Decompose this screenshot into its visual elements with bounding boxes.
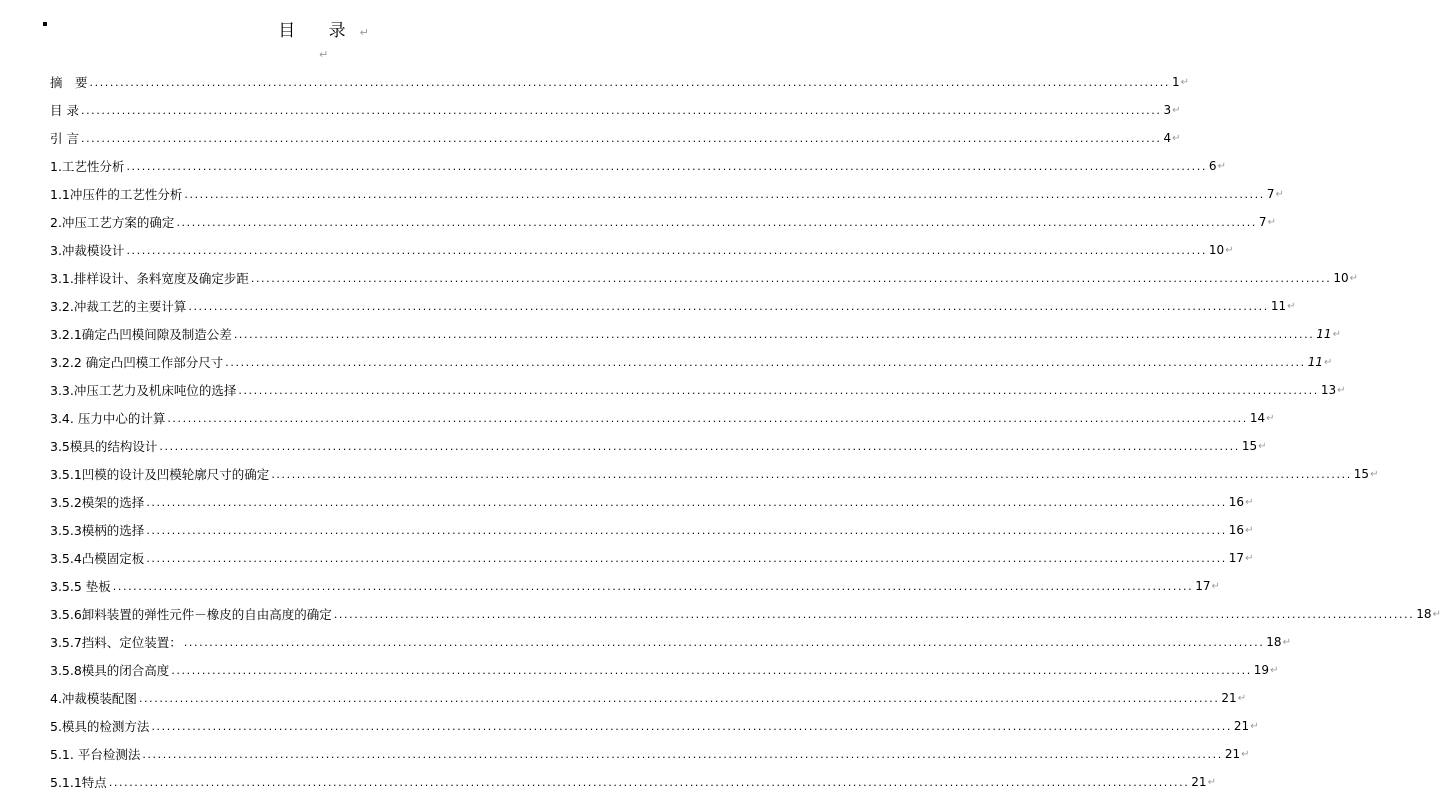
paragraph-mark-icon: ↵ <box>1287 300 1296 312</box>
toc-entry-title: 3.2.冲裁工艺的主要计算 <box>50 299 187 314</box>
toc-entry[interactable] <box>50 96 1181 124</box>
toc-dot-leader: .................................................................................................................................................................................................................... <box>159 439 1240 453</box>
toc-entry-title: 3.1.排样设计、条料宽度及确定步距 <box>50 271 249 286</box>
toc-dot-leader: .................................................................................................................................................................................................................... <box>183 635 1265 649</box>
toc-entry[interactable] <box>50 404 1275 432</box>
toc-entry-title: 3.5.6卸料装置的弹性元件－橡皮的自由高度的确定 <box>50 607 332 622</box>
paragraph-mark-icon: ↵ <box>1211 580 1220 592</box>
paragraph-mark-icon: ↵ <box>1180 76 1190 88</box>
paragraph-mark-icon: ↵ <box>1225 244 1234 256</box>
toc-dot-leader: .................................................................................................................................................................................................................... <box>112 579 1194 593</box>
toc-entry[interactable] <box>50 572 1220 600</box>
table-of-contents <box>50 68 1441 796</box>
toc-entry[interactable] <box>50 208 1276 236</box>
toc-entry-title: 5.1.1特点 <box>50 775 107 790</box>
paragraph-mark-icon: ↵ <box>1270 664 1279 676</box>
toc-page-number: 21 <box>1191 775 1207 789</box>
toc-page-number: 17 <box>1195 579 1211 593</box>
toc-entry-title: 3.5.5 垫板 <box>50 579 111 594</box>
toc-page-number: 21 <box>1233 719 1250 733</box>
paragraph-mark-icon: ↵ <box>1245 552 1254 564</box>
toc-page-number: 10 <box>1333 271 1349 285</box>
toc-dot-leader: .................................................................................................................................................................................................................... <box>225 355 1306 369</box>
toc-page-number: 21 <box>1221 691 1237 705</box>
paragraph-mark-icon: ↵ <box>1324 356 1333 368</box>
toc-page-number: 16 <box>1228 495 1245 509</box>
toc-entry-title: 3.5.2模架的选择 <box>50 495 145 510</box>
paragraph-mark-icon: ↵ <box>1432 608 1441 620</box>
toc-entry-title: 摘 要 <box>50 75 88 90</box>
toc-dot-leader: .................................................................................................................................................................................................................... <box>142 747 1223 761</box>
toc-entry[interactable] <box>50 236 1234 264</box>
paragraph-mark-icon: ↵ <box>1349 272 1359 284</box>
paragraph-mark-icon: ↵ <box>1250 720 1259 732</box>
toc-page-number: 11 <box>1316 327 1332 341</box>
toc-entry[interactable] <box>50 712 1259 740</box>
paragraph-mark-icon: ↵ <box>1282 636 1291 648</box>
toc-entry[interactable] <box>50 600 1441 628</box>
paragraph-mark-icon: ↵ <box>1275 188 1284 200</box>
toc-dot-leader: .................................................................................................................................................................................................................... <box>184 187 1265 201</box>
toc-entry-title: 3.5.3模柄的选择 <box>50 523 145 538</box>
paragraph-mark-icon: ↵ <box>1245 524 1254 536</box>
paragraph-mark-icon: ↵ <box>1245 496 1254 508</box>
paragraph-mark-icon: ↵ <box>1337 384 1346 396</box>
toc-dot-leader: .................................................................................................................................................................................................................... <box>271 467 1352 481</box>
toc-entry-title: 2.冲压工艺方案的确定 <box>50 215 175 230</box>
toc-page-number: 11 <box>1307 355 1324 369</box>
toc-entry-title: 1.1冲压件的工艺性分析 <box>50 187 183 202</box>
paragraph-mark-icon: ↵ <box>1237 692 1247 704</box>
paragraph-mark-icon: ↵ <box>359 26 369 39</box>
paragraph-mark-icon: ↵ <box>1258 440 1267 452</box>
toc-entry-title: 3.冲裁模设计 <box>50 243 125 258</box>
toc-dot-leader: .................................................................................................................................................................................................................... <box>188 299 1269 313</box>
toc-entry-title: 5.模具的检测方法 <box>50 719 150 734</box>
toc-entry-title: 3.2.2 确定凸凹模工作部分尺寸 <box>50 355 224 370</box>
toc-page-number: 10 <box>1208 243 1225 257</box>
paragraph-mark-icon: ↵ <box>1332 328 1341 340</box>
toc-dot-leader: .................................................................................................................................................................................................................... <box>108 775 1190 789</box>
toc-page-number: 16 <box>1228 523 1245 537</box>
toc-entry-title: 引 言 <box>50 131 79 146</box>
toc-page-number: 13 <box>1320 383 1337 397</box>
toc-dot-leader: .................................................................................................................................................................................................................... <box>238 383 1319 397</box>
toc-dot-leader: .................................................................................................................................................................................................................... <box>89 75 1170 89</box>
toc-dot-leader: .................................................................................................................................................................................................................... <box>167 411 1248 425</box>
toc-dot-leader: .................................................................................................................................................................................................................... <box>138 691 1220 705</box>
paragraph-mark-icon: ↵ <box>1241 748 1250 760</box>
paragraph-mark-icon: ↵ <box>1266 412 1275 424</box>
toc-dot-leader: .................................................................................................................................................................................................................... <box>126 243 1207 257</box>
toc-entry-title: 4.冲裁模装配图 <box>50 691 137 706</box>
toc-page-number: 18 <box>1416 607 1432 621</box>
toc-entry-title: 1.工艺性分析 <box>50 159 125 174</box>
toc-dot-leader: .................................................................................................................................................................................................................... <box>233 327 1315 341</box>
toc-dot-leader: .................................................................................................................................................................................................................... <box>146 551 1227 565</box>
toc-entry[interactable] <box>50 684 1247 712</box>
paragraph-mark-icon: ↵ <box>1217 160 1226 172</box>
toc-dot-leader: .................................................................................................................................................................................................................... <box>250 271 1332 285</box>
toc-entry-title: 3.5模具的结构设计 <box>50 439 158 454</box>
toc-entry[interactable] <box>50 740 1250 768</box>
toc-page-number: 11 <box>1270 299 1287 313</box>
toc-page-number: 15 <box>1241 439 1258 453</box>
toc-page-number: 3 <box>1163 103 1172 117</box>
paragraph-mark-icon: ↵ <box>319 48 329 61</box>
toc-entry[interactable] <box>50 768 1216 796</box>
toc-dot-leader: .................................................................................................................................................................................................................... <box>151 719 1232 733</box>
toc-dot-leader: .................................................................................................................................................................................................................... <box>80 103 1162 117</box>
toc-entry[interactable] <box>50 432 1267 460</box>
toc-page-number: 15 <box>1353 467 1370 481</box>
paragraph-mark-icon: ↵ <box>1370 468 1379 480</box>
toc-entry[interactable] <box>50 152 1226 180</box>
toc-entry[interactable] <box>50 180 1284 208</box>
toc-entry[interactable] <box>50 292 1296 320</box>
toc-dot-leader: .................................................................................................................................................................................................................... <box>333 607 1415 621</box>
toc-dot-leader: .................................................................................................................................................................................................................... <box>146 495 1227 509</box>
toc-page-number: 18 <box>1266 635 1282 649</box>
toc-entry[interactable] <box>50 460 1379 488</box>
toc-entry[interactable] <box>50 656 1279 684</box>
toc-page-number: 6 <box>1208 159 1217 173</box>
toc-entry[interactable] <box>50 124 1181 152</box>
toc-dot-leader: .................................................................................................................................................................................................................... <box>126 159 1207 173</box>
toc-entry-title: 3.5.4凸模固定板 <box>50 551 145 566</box>
page-title-text: 目 录 <box>278 21 360 41</box>
toc-entry-title: 3.5.7挡料、定位装置： <box>50 635 182 650</box>
paragraph-mark-icon: ↵ <box>1267 216 1276 228</box>
toc-entry-title: 目 录 <box>50 103 79 118</box>
paragraph-mark-icon: ↵ <box>1207 776 1216 788</box>
toc-entry[interactable] <box>50 376 1346 404</box>
toc-entry-title: 5.1. 平台检测法 <box>50 747 141 762</box>
toc-entry[interactable] <box>50 68 1190 96</box>
toc-page-number: 1 <box>1172 75 1180 89</box>
paragraph-mark-icon: ↵ <box>1172 104 1181 116</box>
toc-entry[interactable] <box>50 488 1254 516</box>
toc-page-number: 21 <box>1224 747 1241 761</box>
toc-page-number: 19 <box>1253 663 1270 677</box>
toc-entry[interactable] <box>50 516 1254 544</box>
paragraph-mark-icon: ↵ <box>1172 132 1181 144</box>
toc-dot-leader: .................................................................................................................................................................................................................... <box>171 663 1252 677</box>
toc-dot-leader: .................................................................................................................................................................................................................... <box>80 131 1162 145</box>
toc-entry[interactable] <box>50 348 1333 376</box>
toc-page-number: 7 <box>1258 215 1267 229</box>
toc-entry[interactable] <box>50 544 1254 572</box>
toc-entry-title: 3.4. 压力中心的计算 <box>50 411 166 426</box>
toc-dot-leader: .................................................................................................................................................................................................................... <box>176 215 1257 229</box>
toc-entry[interactable] <box>50 320 1341 348</box>
toc-dot-leader: .................................................................................................................................................................................................................... <box>146 523 1227 537</box>
toc-entry-title: 3.3.冲压工艺力及机床吨位的选择 <box>50 383 237 398</box>
page-title <box>0 16 627 41</box>
toc-page-number: 7 <box>1266 187 1275 201</box>
toc-page-number: 14 <box>1249 411 1266 425</box>
toc-page-number: 4 <box>1163 131 1172 145</box>
toc-page-number: 17 <box>1228 551 1245 565</box>
toc-entry[interactable] <box>50 628 1291 656</box>
toc-entry-title: 3.5.1凹模的设计及凹模轮廓尺寸的确定 <box>50 467 270 482</box>
toc-entry[interactable] <box>50 264 1359 292</box>
toc-entry-title: 3.2.1确定凸凹模间隙及制造公差 <box>50 327 232 342</box>
toc-entry-title: 3.5.8模具的闭合高度 <box>50 663 170 678</box>
